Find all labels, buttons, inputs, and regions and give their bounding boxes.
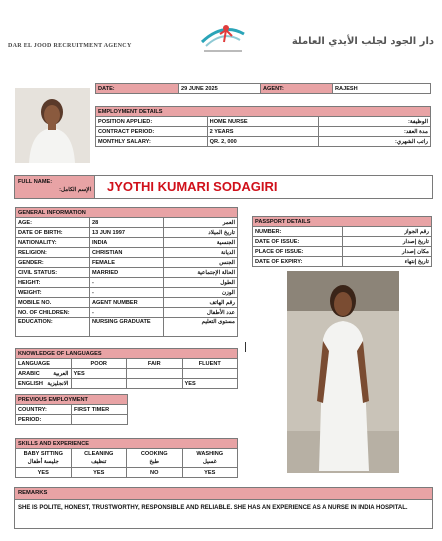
- full-name-label-ar: الإسم الكامل:: [59, 187, 91, 193]
- row-label: AGE:: [16, 218, 90, 228]
- skill-value: YES: [16, 468, 72, 478]
- row-label: NUMBER:: [253, 227, 343, 237]
- row-label-ar: الجنسية: [164, 238, 238, 248]
- row-value: [72, 415, 128, 425]
- previous-header: PREVIOUS EMPLOYMENT: [16, 395, 128, 405]
- applicant-photo-small: [15, 88, 90, 163]
- agent-label: AGENT:: [261, 84, 333, 94]
- text-cursor: [245, 342, 246, 352]
- languages-table: [15, 348, 238, 389]
- skill-cooking: COOKING طبخ: [127, 449, 183, 468]
- row-label-ar: الجنس: [164, 258, 238, 268]
- row-value: 28: [90, 218, 164, 228]
- row-label-ar: تاريخ إصدار: [342, 237, 432, 247]
- general-row: [16, 258, 238, 268]
- col-fluent: FLUENT: [182, 359, 238, 369]
- employment-table: [95, 106, 431, 147]
- row-label-ar: رقم الهاتف: [164, 298, 238, 308]
- date-label: DATE:: [96, 84, 179, 94]
- general-row: [16, 308, 238, 318]
- agency-name-ar: دار الجود لجلب الأيدي العاملة: [291, 36, 434, 47]
- remarks-box: [14, 487, 433, 529]
- skill-cleaning: CLEANING تنظيف: [71, 449, 127, 468]
- row-value: AGENT NUMBER: [90, 298, 164, 308]
- employment-row: [96, 117, 431, 127]
- row-label: PERIOD:: [16, 415, 72, 425]
- row-value: -: [90, 308, 164, 318]
- col-poor: POOR: [71, 359, 127, 369]
- row-label-ar: راتب الشهري:: [319, 137, 431, 147]
- general-info-table: [15, 207, 238, 337]
- row-label: HEIGHT:: [16, 278, 90, 288]
- passport-row: [253, 227, 432, 237]
- general-row: [16, 248, 238, 258]
- general-row: [16, 228, 238, 238]
- row-label-ar: الوزن: [164, 288, 238, 298]
- passport-row: [253, 237, 432, 247]
- language-row: [16, 369, 238, 379]
- row-label: CONTRACT PERIOD:: [96, 127, 208, 137]
- agent-value: RAJESH: [333, 84, 431, 94]
- general-row: [16, 298, 238, 308]
- passport-table: [252, 216, 432, 267]
- general-row: [16, 318, 238, 337]
- row-label-ar: مستوى التعليم: [164, 318, 238, 337]
- row-label: EDUCATION:: [16, 318, 90, 337]
- skills-values: [16, 468, 238, 478]
- row-value: -: [90, 278, 164, 288]
- skill-baby-sitting: BABY SITTING جليسة أطفال: [16, 449, 72, 468]
- row-label: DATE OF BIRTH:: [16, 228, 90, 238]
- row-value: HOME NURSE: [207, 117, 319, 127]
- row-label-ar: تاريخ إنتهاء: [342, 257, 432, 267]
- row-value: CHRISTIAN: [90, 248, 164, 258]
- row-value: INDIA: [90, 238, 164, 248]
- skill-value: YES: [182, 468, 238, 478]
- skill-washing: WASHING غسيل: [182, 449, 238, 468]
- date-agent-table: [95, 83, 431, 94]
- row-label-ar: الحالة الإجتماعية: [164, 268, 238, 278]
- row-value: 13 JUN 1997: [90, 228, 164, 238]
- language-name: ENGLISH الانجليزية: [16, 379, 72, 389]
- language-name: ARABIC العربية: [16, 369, 72, 379]
- remarks-text: SHE IS POLITE, HONEST, TRUSTWORTHY, RESPONSIBLE AND RELIABLE. SHE HAS AN EXPERIENCE AS A NURSE IN INDIA HOSPITAL.: [18, 505, 408, 511]
- row-label-ar: الديانة: [164, 248, 238, 258]
- row-label: MONTHLY SALARY:: [96, 137, 208, 147]
- skill-value: NO: [127, 468, 183, 478]
- skills-header: SKILLS AND EXPERIENCE: [16, 439, 238, 449]
- row-label: WEIGHT:: [16, 288, 90, 298]
- row-label-ar: مكان إصدار: [342, 247, 432, 257]
- agency-name-en: DAR EL JOOD RECRUITMENT AGENCY: [8, 43, 132, 49]
- full-name-label: FULL NAME:: [18, 179, 53, 185]
- employment-row: [96, 127, 431, 137]
- row-value: MARRIED: [90, 268, 164, 278]
- row-label: COUNTRY:: [16, 405, 72, 415]
- language-poor: YES: [71, 369, 127, 379]
- col-fair: FAIR: [127, 359, 183, 369]
- row-label: NATIONALITY:: [16, 238, 90, 248]
- row-label: CIVIL STATUS:: [16, 268, 90, 278]
- row-value: FEMALE: [90, 258, 164, 268]
- employment-header: EMPLOYMENT DETAILS: [96, 107, 431, 117]
- general-row: [16, 238, 238, 248]
- skill-value: YES: [71, 468, 127, 478]
- passport-row: [253, 247, 432, 257]
- row-label: PLACE OF ISSUE:: [253, 247, 343, 257]
- languages-header: KNOWLEDGE OF LANGUAGES: [16, 349, 238, 359]
- agency-logo: [196, 20, 250, 56]
- row-label: RELIGION:: [16, 248, 90, 258]
- row-label-ar: الوظيفة:: [319, 117, 431, 127]
- row-value: NURSING GRADUATE: [90, 318, 164, 337]
- remarks-header: REMARKS: [15, 488, 432, 500]
- row-label-ar: مدة العقد:: [319, 127, 431, 137]
- row-label: DATE OF ISSUE:: [253, 237, 343, 247]
- row-value: FIRST TIMER: [72, 405, 128, 415]
- row-label: DATE OF EXPIRY:: [253, 257, 343, 267]
- row-label-ar: الطول: [164, 278, 238, 288]
- general-row: [16, 218, 238, 228]
- skills-table: [15, 438, 238, 478]
- row-label-ar: تاريخ الميلاد: [164, 228, 238, 238]
- previous-row: [16, 405, 128, 415]
- row-value: -: [90, 288, 164, 298]
- passport-row: [253, 257, 432, 267]
- general-row: [16, 278, 238, 288]
- row-value: 2 YEARS: [207, 127, 319, 137]
- row-value: QR. 2, 000: [207, 137, 319, 147]
- date-value: 29 JUNE 2025: [179, 84, 261, 94]
- general-header: GENERAL INFORMATION: [16, 208, 238, 218]
- row-label-ar: العمر: [164, 218, 238, 228]
- row-label: MOBILE NO.: [16, 298, 90, 308]
- col-language: LANGUAGE: [16, 359, 72, 369]
- language-fair: [127, 369, 183, 379]
- full-name-value: JYOTHI KUMARI SODAGIRI: [107, 179, 278, 194]
- employment-row: [96, 137, 431, 147]
- language-fluent: YES: [182, 379, 238, 389]
- row-label-ar: رقم الجواز: [342, 227, 432, 237]
- language-fluent: [182, 369, 238, 379]
- languages-columns: [16, 359, 238, 369]
- previous-row: [16, 415, 128, 425]
- skills-columns: [16, 449, 238, 468]
- language-fair: [127, 379, 183, 389]
- row-label-ar: عدد الأطفال: [164, 308, 238, 318]
- row-label: POSITION APPLIED:: [96, 117, 208, 127]
- passport-header: PASSPORT DETAILS: [253, 217, 432, 227]
- row-label: GENDER:: [16, 258, 90, 268]
- language-row: [16, 379, 238, 389]
- applicant-photo-full: [287, 271, 399, 473]
- general-row: [16, 288, 238, 298]
- full-name-row: [14, 175, 433, 199]
- language-poor: [71, 379, 127, 389]
- general-row: [16, 268, 238, 278]
- previous-employment-table: [15, 394, 128, 425]
- row-label: NO. OF CHILDREN:: [16, 308, 90, 318]
